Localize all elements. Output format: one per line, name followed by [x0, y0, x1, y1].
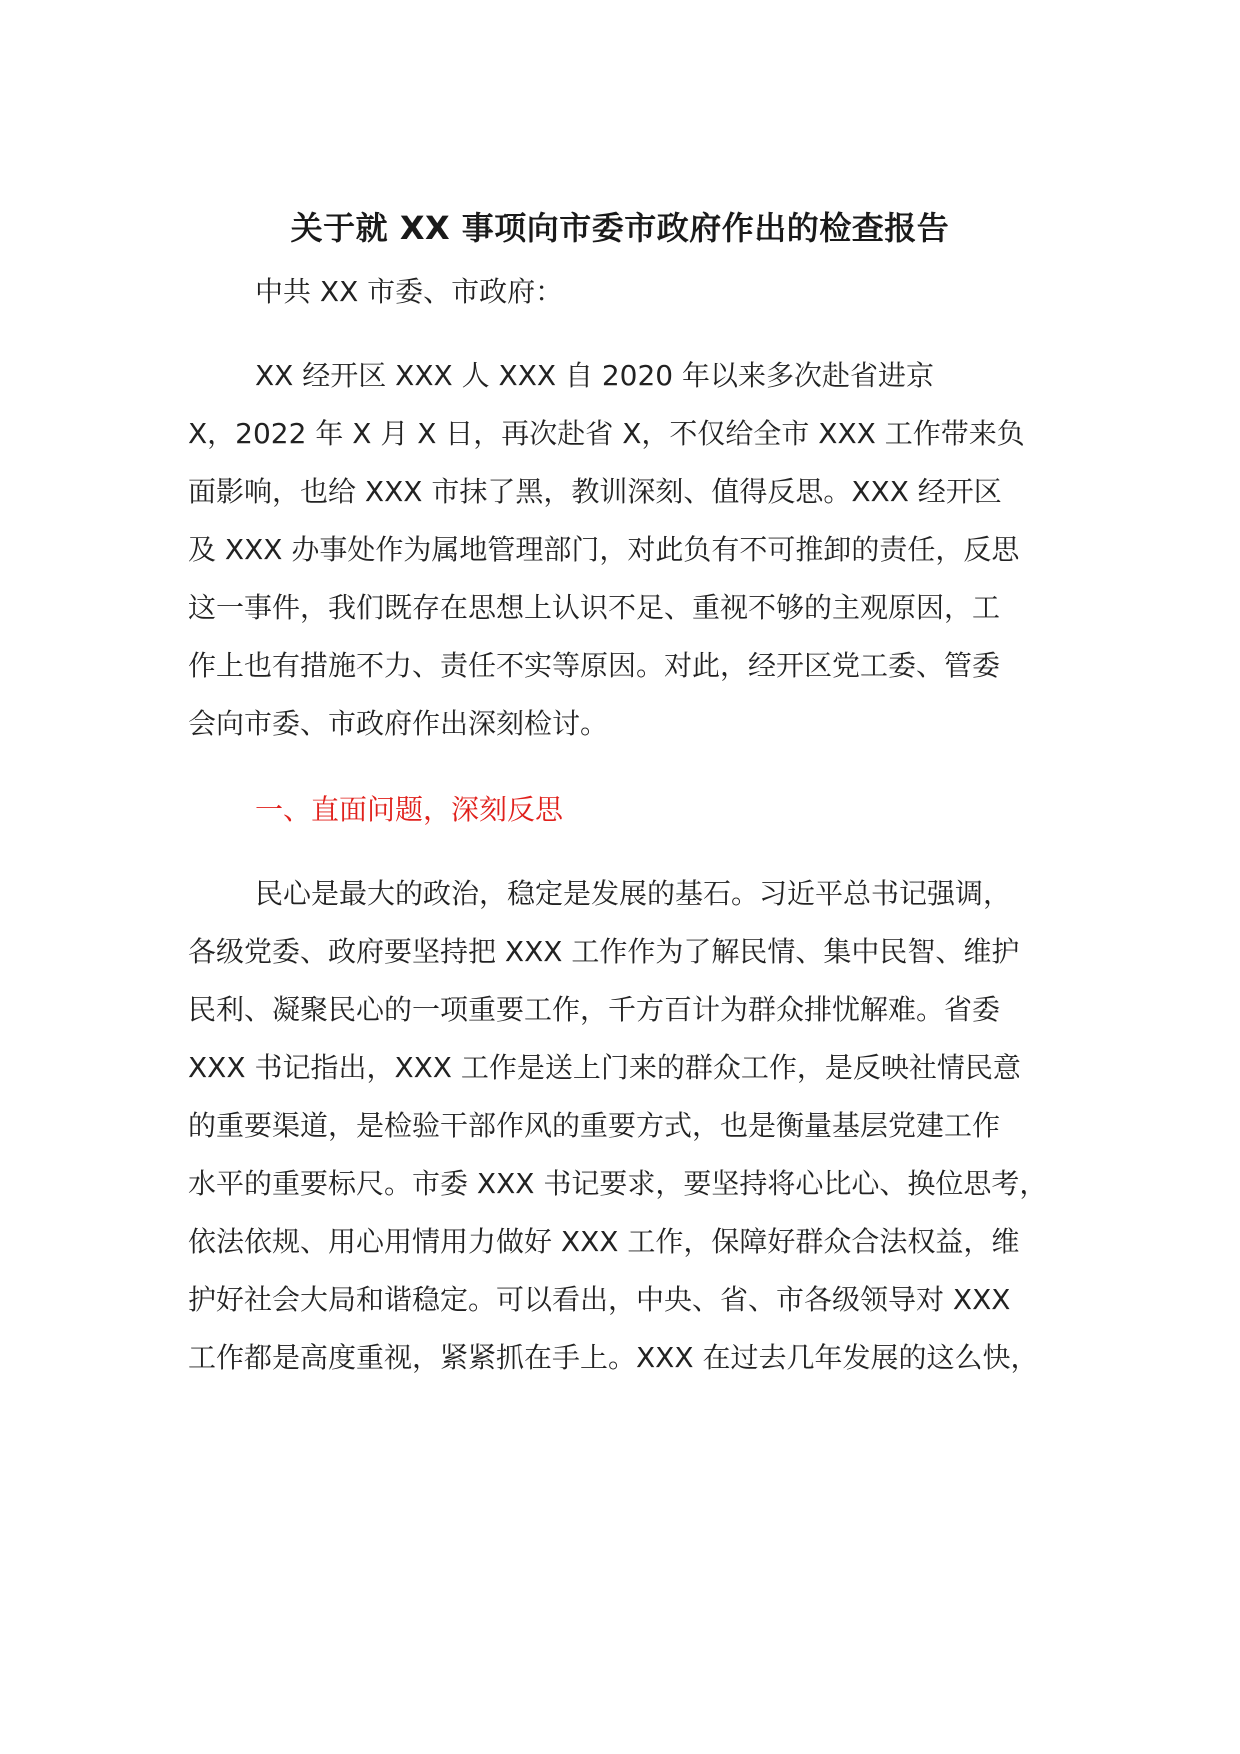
paragraph-line: 面影响，也给 XXX 市抹了黑，教训深刻、值得反思。XXX 经开区 [188, 475, 1002, 508]
paragraph-line: 及 XXX 办事处作为属地管理部门，对此负有不可推卸的责任，反思 [188, 533, 1020, 566]
paragraph-line: XX 经开区 XXX 人 XXX 自 2020 年以来多次赴省进京 [255, 359, 935, 392]
paragraph-line: 护好社会大局和谐稳定。可以看出，中央、省、市各级领导对 XXX [188, 1283, 1011, 1316]
section-heading: 一、直面问题，深刻反思 [255, 793, 564, 826]
document-title: 关于就 XX 事项向市委市政府作出的检查报告 [290, 209, 950, 247]
paragraph-line: 作上也有措施不力、责任不实等原因。对此，经开区党工委、管委 [188, 649, 1001, 682]
paragraph-line: 民心是最大的政治，稳定是发展的基石。习近平总书记强调， [255, 877, 1012, 910]
paragraph-line: X，2022 年 X 月 X 日，再次赴省 X，不仅给全市 XXX 工作带来负 [188, 417, 1025, 450]
paragraph-line: 各级党委、政府要坚持把 XXX 工作作为了解民情、集中民智、维护 [188, 935, 1020, 968]
paragraph-line: 水平的重要标尺。市委 XXX 书记要求，要坚持将心比心、换位思考， [188, 1167, 1048, 1200]
paragraph-line: 工作都是高度重视，紧紧抓在手上。XXX 在过去几年发展的这么快， [188, 1341, 1039, 1374]
paragraph-line: 会向市委、市政府作出深刻检讨。 [188, 707, 609, 740]
paragraph-line: 这一事件，我们既存在思想上认识不足、重视不够的主观原因，工 [188, 591, 1001, 624]
salutation: 中共 XX 市委、市政府： [255, 275, 564, 308]
paragraph-line: 民利、凝聚民心的一项重要工作，千方百计为群众排忧解难。省委 [188, 993, 1001, 1026]
paragraph-line: XXX 书记指出，XXX 工作是送上门来的群众工作，是反映社情民意 [188, 1051, 1021, 1084]
paragraph-line: 依法依规、用心用情用力做好 XXX 工作，保障好群众合法权益，维 [188, 1225, 1020, 1258]
paragraph-line: 的重要渠道，是检验干部作风的重要方式，也是衡量基层党建工作 [188, 1109, 1001, 1142]
